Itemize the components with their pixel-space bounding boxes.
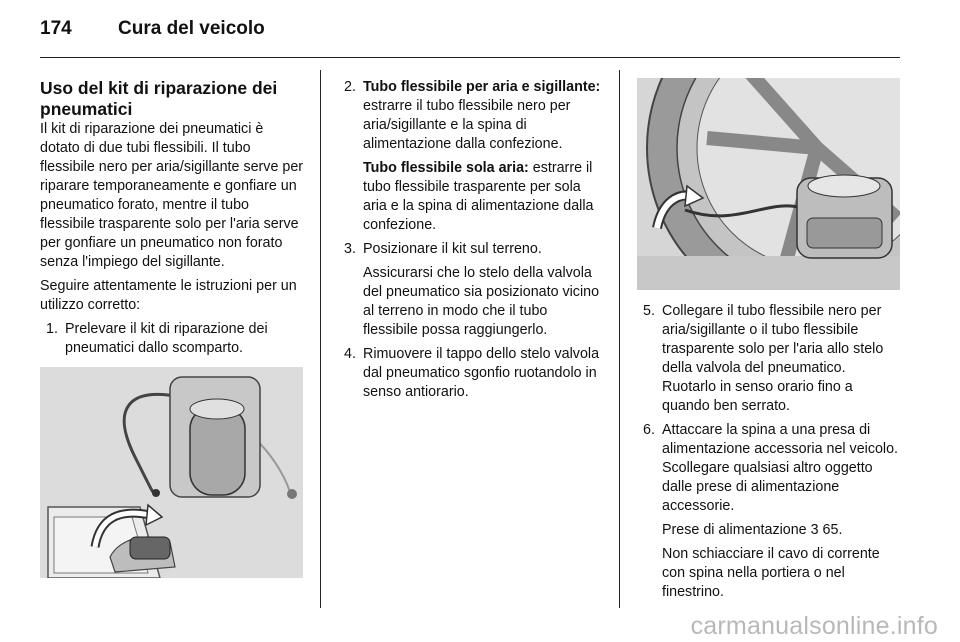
- step-2: [338, 78, 603, 154]
- step-number: 6.: [643, 422, 655, 438]
- step-text: Attaccare la spina a una presa di alimentazione accessoria nel veicolo. Scollegare qualsiasi altro oggetto dalle prese di alimentazione accessorie.: [662, 422, 899, 514]
- section-heading: Uso del kit di riparazione dei pneumatici: [40, 78, 278, 119]
- step-6-ref: [637, 521, 902, 540]
- header-rule: [40, 57, 900, 58]
- step-number: 2.: [344, 79, 356, 95]
- column-3: [637, 302, 902, 607]
- step-text: estrarre il tubo flessibile trasparente per sola aria e la spina di alimentazione dalla confezione.: [363, 160, 594, 233]
- column-divider-2: [619, 70, 620, 608]
- step-number: 4.: [344, 346, 356, 362]
- step-number: 3.: [344, 241, 356, 257]
- step-2-sub: [338, 159, 603, 235]
- chapter-title: Cura del veicolo: [118, 18, 265, 39]
- step-3: [338, 240, 603, 259]
- step-6: [637, 421, 902, 516]
- step-1: [40, 320, 306, 358]
- instructions-intro: Seguire attentamente le istruzioni per un utilizzo corretto:: [40, 278, 297, 313]
- page-number: 174: [40, 18, 72, 39]
- step-text: Posizionare il kit sul terreno.: [363, 241, 542, 257]
- step-number: 5.: [643, 303, 655, 319]
- step-number: 1.: [46, 321, 58, 337]
- intro-paragraph: Il kit di riparazione dei pneumatici è dotato di due tubi flessibili. Il tubo flessibile nero per aria/sigillante serve per riparare temporaneamente e gonfiare un pneumatico forato, mentre il tubo flessibile trasparente solo per l'aria serve per gonfiare un pneumatico non forato senza l'impiego del sigillante.: [40, 121, 304, 270]
- step-text: Collegare il tubo flessibile nero per aria/sigillante o il tubo flessibile trasparente solo per l'aria allo stelo della valvola del pneumatico. Ruotarlo in senso orario fino a quando ben serrato.: [662, 303, 884, 414]
- page-reference-link[interactable]: 3 65.: [806, 522, 843, 538]
- step-4: [338, 345, 603, 402]
- step-text: estrarre il tubo flessibile nero per aria/sigillante e la spina di alimentazione dalla confezione.: [363, 98, 571, 152]
- column-1: [40, 78, 306, 363]
- illustration-valve-connection: [637, 78, 900, 290]
- illustration-kit-in-compartment: [40, 367, 303, 578]
- step-2-label: Tubo flessibile per aria e sigillante:: [363, 79, 601, 95]
- column-divider-1: [320, 70, 321, 608]
- step-2b-label: Tubo flessibile sola aria:: [363, 160, 529, 176]
- step-5: [637, 302, 902, 416]
- ref-text: Prese di alimentazione: [662, 522, 807, 538]
- step-6-note: Non schiacciare il cavo di corrente con spina nella portiera o nel finestrino.: [662, 546, 880, 600]
- column-2: [338, 78, 603, 407]
- step-3-sub: Assicurarsi che lo stelo della valvola del pneumatico sia posizionato vicino al terreno in modo che il tubo flessibile possa raggiungerlo.: [363, 265, 600, 338]
- watermark: carmanualsonline.info: [690, 612, 938, 640]
- step-text: Rimuovere il tappo dello stelo valvola dal pneumatico sgonfio ruotandolo in senso antiorario.: [363, 346, 600, 400]
- step-text: Prelevare il kit di riparazione dei pneumatici dallo scomparto.: [65, 321, 268, 356]
